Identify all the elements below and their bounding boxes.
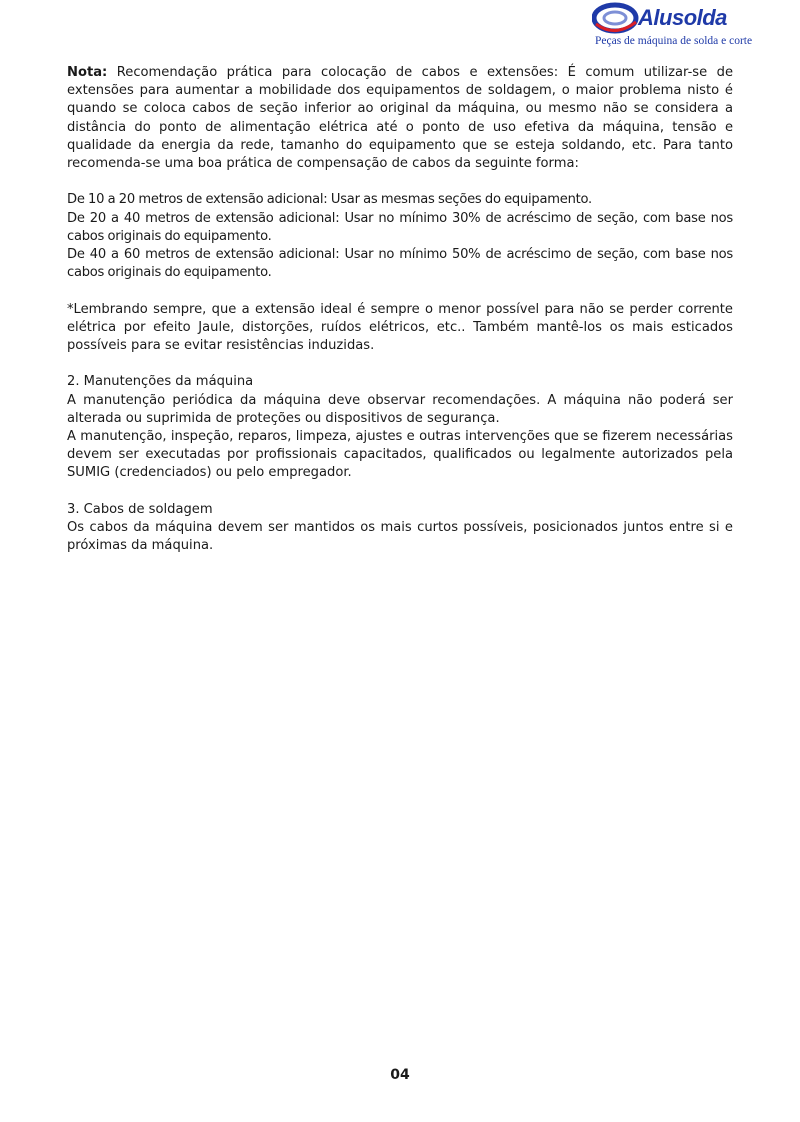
alusolda-logo bbox=[592, 2, 753, 50]
note-text: Recomendação prática para colocação de cabos e extensões: É comum utilizar-se de extensões para aumentar a mobilidade dos equipamentos de soldagem, o maior problema nisto é quando se coloca cabos de seção inferior ao original da máquina, ou mesmo não se considera a distância do ponto de alimentação elétrica até o ponto de uso efetiva da máquina, tensão e qualidade da energia da rede, tamanho do equipamento que se esteja soldando, etc. Para tanto recomenda-se uma boa prática de compensação de cabos da seguinte forma: bbox=[67, 65, 734, 172]
extension-rule-2: De 20 a 40 metros de extensão adicional: Usar no mínimo 30% de acréscimo de seção, com base nos cabos originais do equipamento. bbox=[67, 210, 733, 244]
reminder-paragraph: *Lembrando sempre, que a extensão ideal é sempre o menor possível para não se perder corrente elétrica por efeito Jaule, distorções, ruídos elétricos, etc.. Também mantê-los os mais esticados possíveis para se evitar resistências induzidas. bbox=[67, 301, 733, 354]
section-3-title: 3. Cabos de soldagem bbox=[67, 501, 213, 517]
section-3-paragraph-1: Os cabos da máquina devem ser mantidos os mais curtos possíveis, posicionados juntos entre si e próximas da máquina. bbox=[67, 520, 733, 554]
logo-brand: Alusolda bbox=[638, 5, 727, 30]
logo-swirl-icon bbox=[592, 2, 642, 36]
section-2-paragraph-2: A manutenção, inspeção, reparos, limpeza, ajustes e outras intervenções que se fizerem necessárias devem ser executadas por profissionais capacitados, qualificados ou legalmente autorizados pela SUMIG (credenciados) ou pelo empregador. bbox=[67, 429, 733, 481]
section-2-paragraph-1: A manutenção periódica da máquina deve observar recomendações. A máquina não poderá ser alterada ou suprimida de proteções ou dispositivos de segurança. bbox=[67, 392, 733, 426]
extension-rule-3: De 40 a 60 metros de extensão adicional: Usar no mínimo 50% de acréscimo de seção, com base nos cabos originais do equipamento. bbox=[67, 247, 733, 281]
note-label: Nota: bbox=[67, 65, 108, 80]
document-body bbox=[67, 64, 733, 555]
extension-rule-1: De 10 a 20 metros de extensão adicional: Usar as mesmas seções do equipamento. bbox=[67, 192, 592, 208]
page-number: 04 bbox=[390, 1067, 410, 1083]
note-paragraph bbox=[67, 64, 733, 173]
section-2-title: 2. Manutenções da máquina bbox=[67, 374, 254, 390]
logo-tagline: Peças de máquina de solda e corte bbox=[595, 35, 753, 47]
